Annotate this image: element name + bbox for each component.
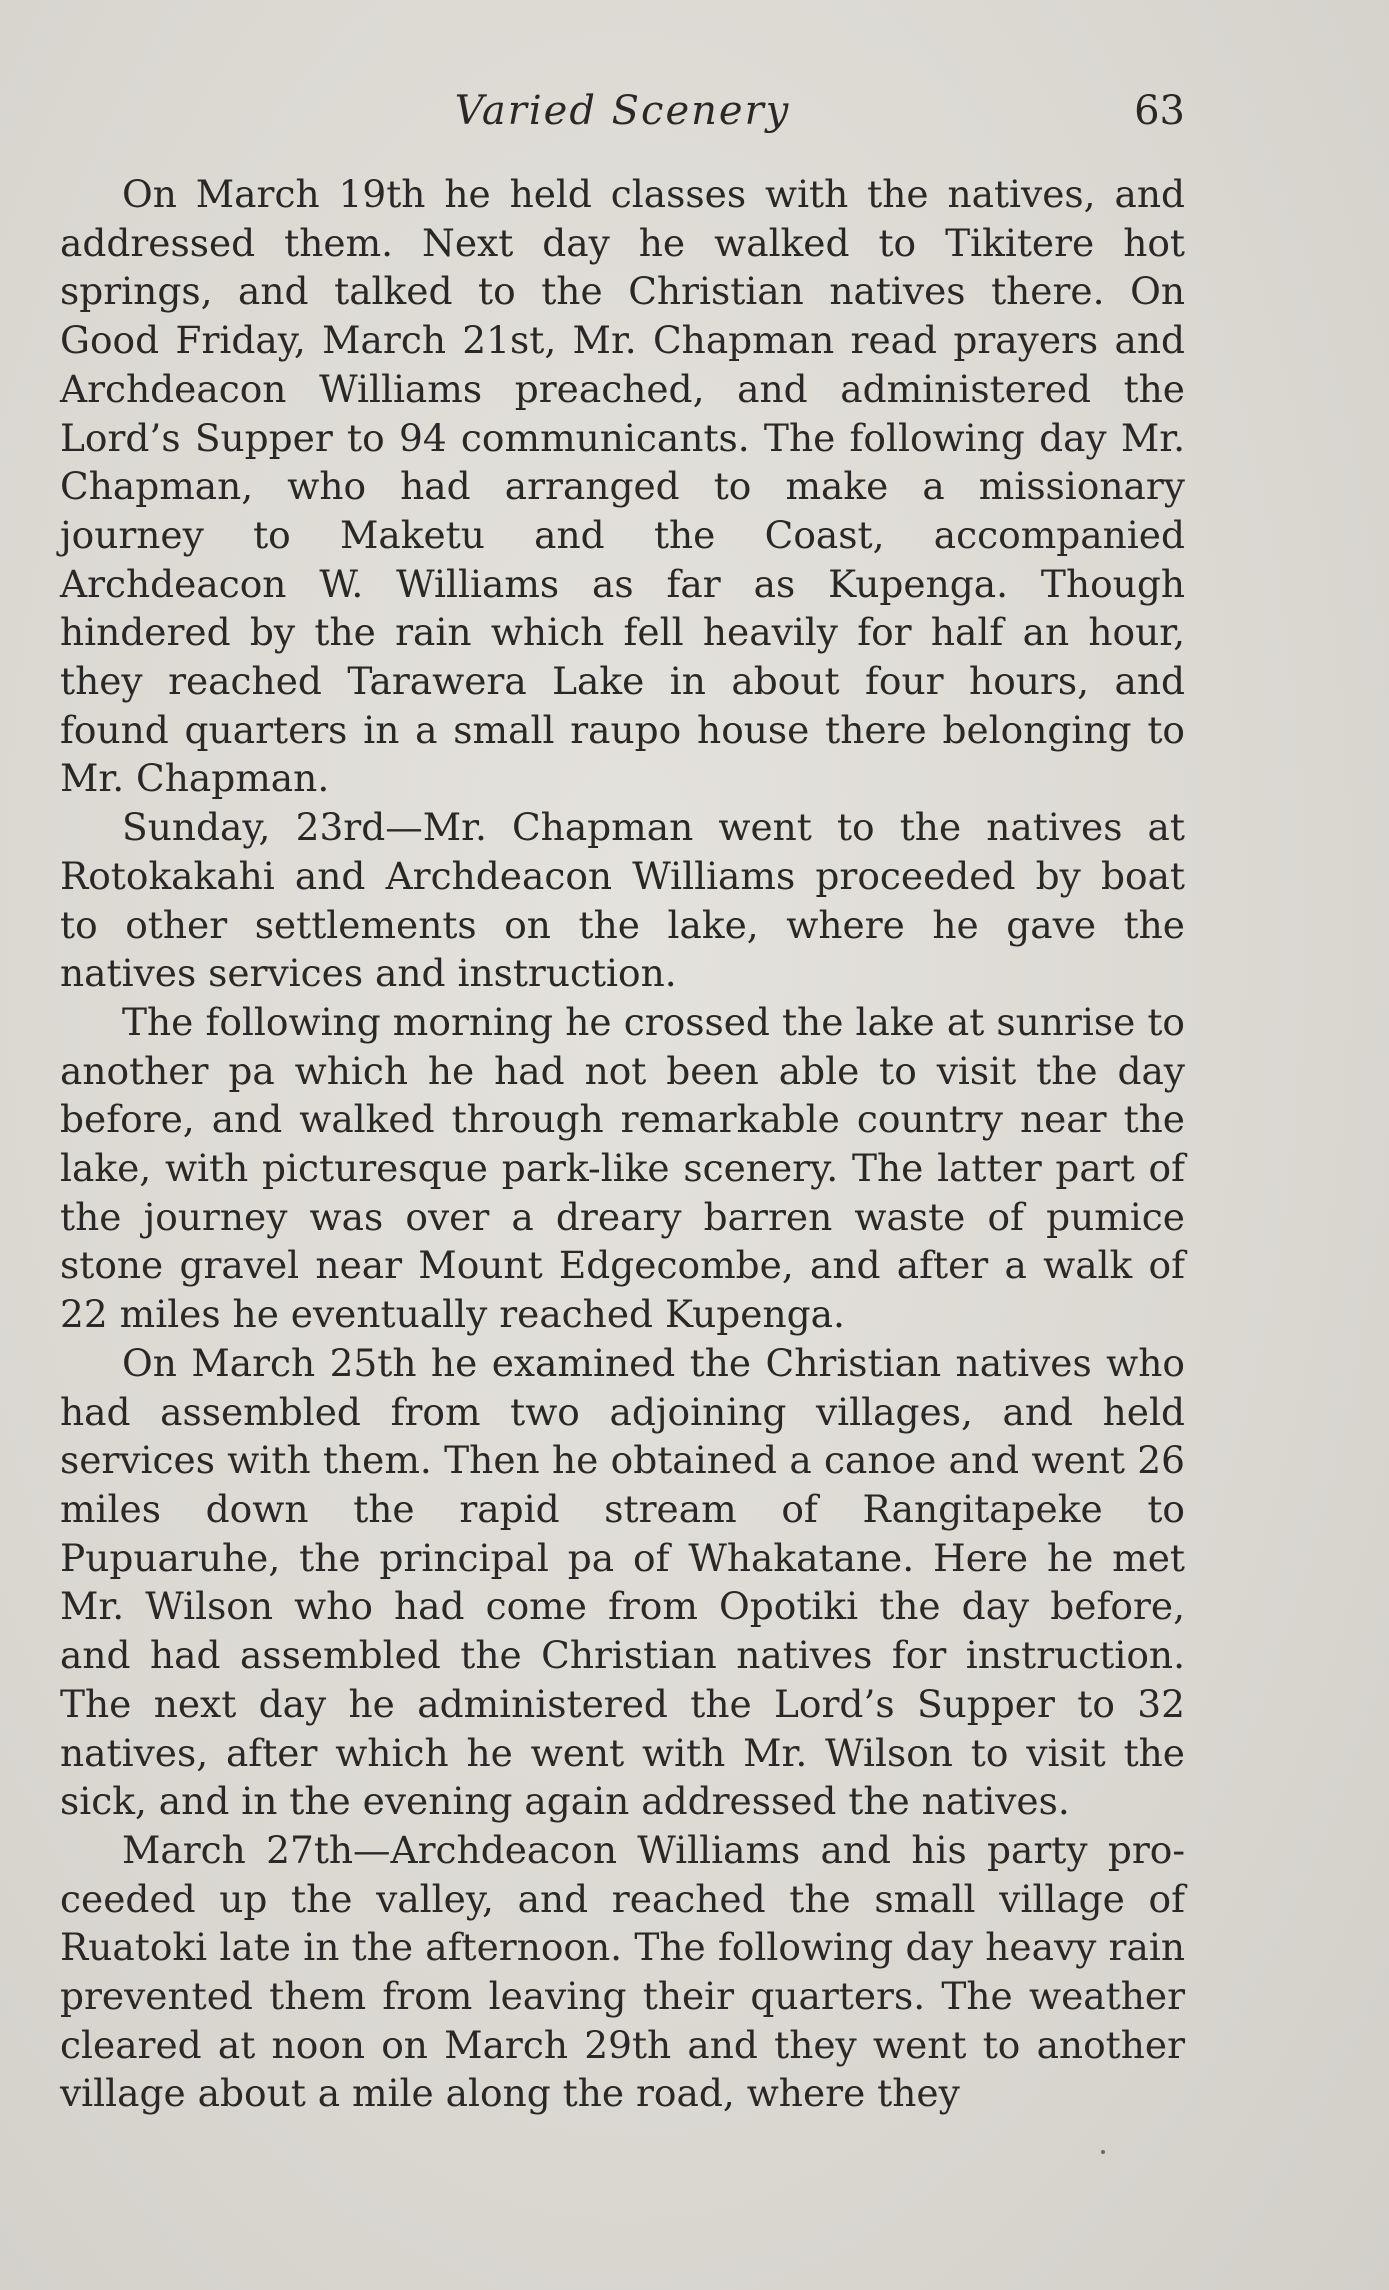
page-number: 63 — [1134, 88, 1185, 134]
paragraph-march-19th: On March 19th he held classes with the natives, and addressed them. Next day he walked to Tikitere hot springs, and talked to the Christian natives there. On Good Friday, March 21st, Mr. Chapman read prayers and Archdeacon Williams preached, and administered the Lord’s Supper to 94 communicants. The following day Mr. Chapman, who had arranged to make a missionary journey to Maketu and the Coast, accompanied Archdeacon W. Williams as far as Kupenga. Though hindered by the rain which fell heavily for half an hour, they reached Tarawera Lake in about four hours, and found quarters in a small raupo house there belonging to Mr. Chapman. — [60, 172, 1185, 801]
running-title: Varied Scenery — [454, 88, 791, 134]
running-head — [60, 88, 1185, 148]
body-text — [60, 170, 1185, 2118]
paragraph-sunday-23rd: Sunday, 23rd—Mr. Chapman went to the natives at Rotokakahi and Archdeacon Williams proceeded by boat to other settlements on the lake, where he gave the natives services and instruction. — [60, 805, 1185, 996]
paper-speck — [1101, 2150, 1105, 2154]
paragraph-following-morning: The following morning he crossed the lake at sunrise to another pa which he had not been able to visit the day before, and walked through remarkable country near the lake, with picturesque park-like scenery. The latter part of the journey was over a dreary barren waste of pumice stone gravel near Mount Edgecombe, and after a walk of 22 miles he eventually reached Kupenga. — [60, 999, 1185, 1337]
paragraph-march-25th: On March 25th he examined the Christian natives who had assembled from two adjoining villages, and held services with them. Then he obtained a canoe and went 26 miles down the rapid stream of Rangitapeke to Pupuaruhe, the principal pa of Whakatane. Here he met Mr. Wilson who had come from Opotiki the day before, and had assembled the Christian natives for instruction. The next day he administered the Lord’s Supper to 32 natives, after which he went with Mr. Wilson to visit the sick, and in the evening again addressed the natives. — [60, 1340, 1185, 1824]
paragraph-march-27th: March 27th—Archdeacon Williams and his party proceeded up the valley, and reached the small village of Ruatoki late in the afternoon. The following day heavy rain prevented them from leaving their quarters. The weather cleared at noon on March 29th and they went to another village about a mile along the road, where they — [60, 1827, 1185, 2116]
